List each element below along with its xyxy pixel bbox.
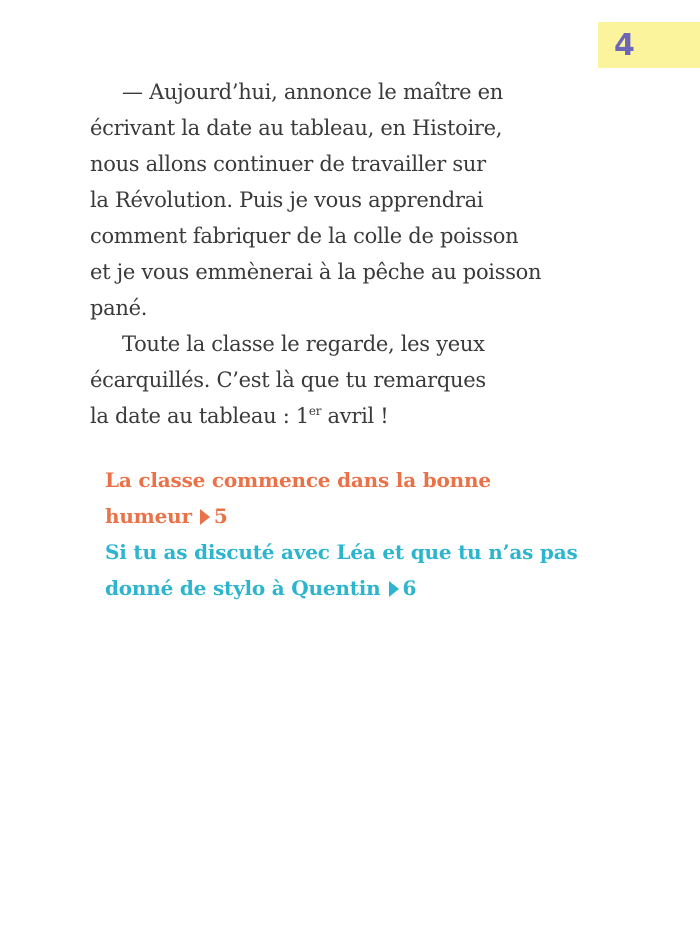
choice-line: Si tu as discuté avec Léa et que tu n’as pas — [105, 540, 578, 564]
text-line: comment fabriquer de la colle de poisson — [90, 224, 519, 248]
paragraph-2 — [90, 326, 610, 434]
choice-line-last — [105, 498, 685, 534]
arrow-right-icon — [389, 581, 399, 597]
date-text-end: avril ! — [321, 404, 389, 428]
text-line: — Aujourd’hui, annonce le maître en — [122, 80, 503, 104]
text-line-date — [90, 398, 610, 434]
choice-good-mood[interactable] — [105, 462, 685, 534]
text-line: nous allons continuer de travailler sur — [90, 152, 486, 176]
choice-target: 6 — [402, 576, 417, 600]
text-line: Toute la classe le regarde, les yeux — [122, 332, 485, 356]
text-line: et je vous emmènerai à la pêche au poisson — [90, 260, 542, 284]
choice-line: La classe commence dans la bonne — [105, 468, 491, 492]
text-line: écrivant la date au tableau, en Histoire, — [90, 116, 503, 140]
choice-line-text: humeur — [105, 504, 192, 528]
text-line: la Révolution. Puis je vous apprendrai — [90, 188, 484, 212]
story-text — [90, 74, 610, 434]
choice-target: 5 — [213, 504, 228, 528]
paragraph-1 — [90, 74, 610, 326]
choices-list — [105, 462, 685, 606]
choice-talked-with-lea[interactable] — [105, 534, 685, 606]
text-line: écarquillés. C’est là que tu remarques — [90, 368, 486, 392]
page-number: 4 — [614, 27, 635, 63]
page-number-badge — [598, 22, 700, 68]
date-text: la date au tableau : 1 — [90, 404, 309, 428]
arrow-right-icon — [200, 509, 210, 525]
choice-line-last — [105, 570, 685, 606]
text-line: pané. — [90, 296, 148, 320]
ordinal-superscript: er — [308, 404, 322, 418]
choice-line-text: donné de stylo à Quentin — [105, 576, 381, 600]
